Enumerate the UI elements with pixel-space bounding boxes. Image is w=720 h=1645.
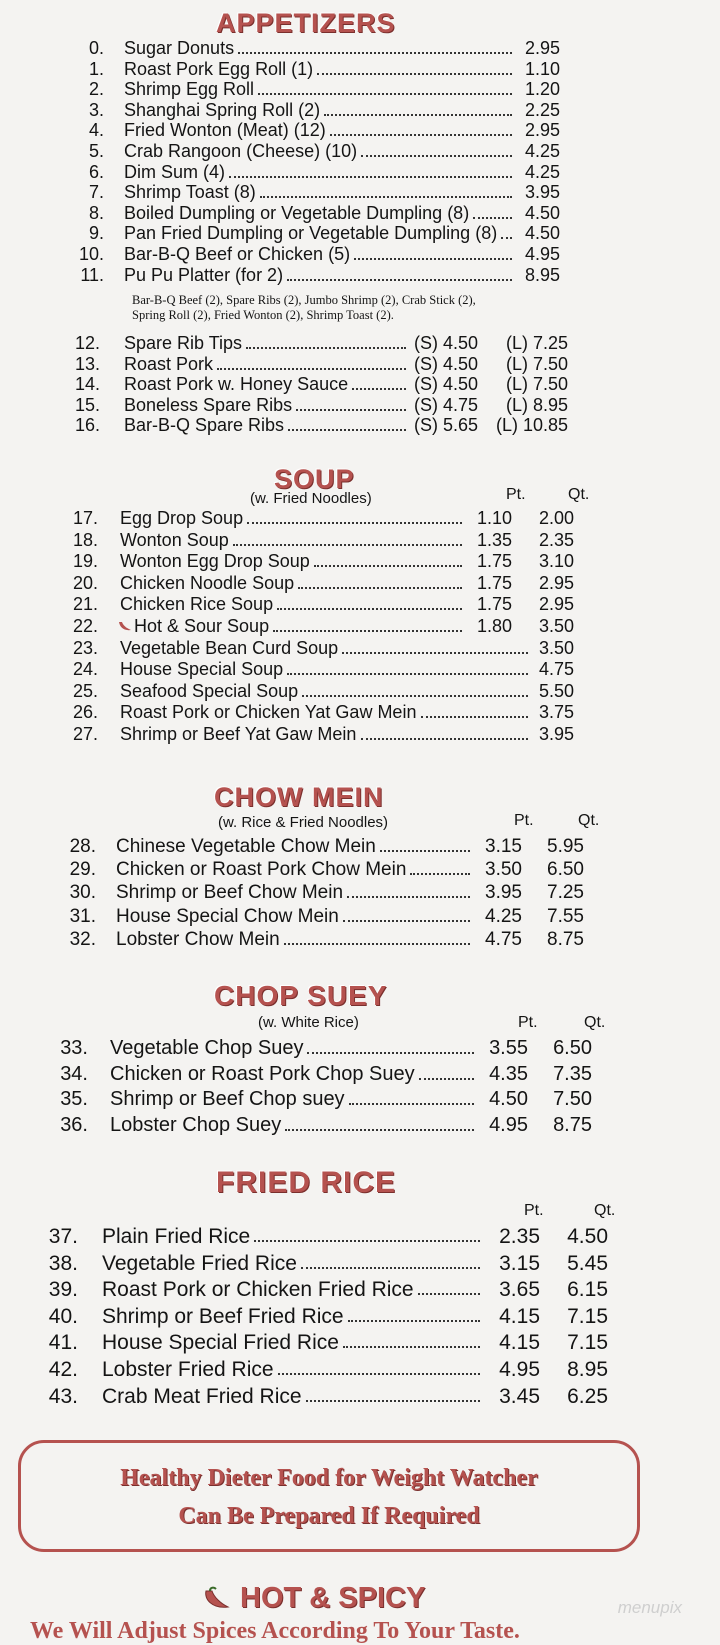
item-price-small: 1.75: [476, 551, 512, 572]
adjust-spices-note: We Will Adjust Spices According To Your Taste.: [30, 1618, 520, 1644]
hot-spicy-title: HOT & SPICY: [240, 1582, 426, 1614]
menu-item-row: [0, 203, 720, 224]
dieter-notice-box: [18, 1440, 640, 1552]
item-price-small: 4.50: [489, 1088, 528, 1110]
menu-item-row: [0, 38, 720, 59]
item-price-small: 4.50: [524, 223, 560, 244]
menu-item-row: [0, 333, 720, 354]
item-price-small: 2.95: [524, 120, 560, 141]
item-number: 37.: [48, 1225, 78, 1248]
menu-item-row: [0, 594, 720, 615]
item-number: 1.: [88, 58, 104, 79]
item-price-large: 7.25: [547, 882, 584, 904]
item-price-large: 6.50: [547, 859, 584, 881]
item-price-large: 7.50: [553, 1088, 592, 1110]
item-number: 43.: [48, 1384, 78, 1408]
item-number: 41.: [48, 1331, 78, 1355]
item-name: Wonton Soup: [120, 529, 229, 550]
chop-suey-pt-header: Pt.: [518, 1014, 538, 1031]
menu-item-row: [0, 374, 720, 395]
item-price-large: 4.50: [567, 1225, 608, 1248]
item-price-small: 3.45: [499, 1384, 540, 1408]
item-price-small: 1.35: [476, 529, 512, 550]
item-price-small: (S) 4.50: [413, 353, 478, 374]
item-price-small: 2.25: [524, 99, 560, 120]
item-name: Boiled Dumpling or Vegetable Dumpling (8): [124, 202, 470, 223]
item-price-large: 6.25: [567, 1384, 608, 1408]
item-name: Vegetable Chop Suey: [110, 1037, 304, 1059]
fried-rice-title: FRIED RICE: [216, 1166, 397, 1199]
item-price-small: 4.95: [489, 1113, 528, 1136]
item-name: Vegetable Fried Rice: [102, 1251, 297, 1275]
menu-item-row: [0, 1306, 720, 1327]
item-name: Shrimp or Beef Fried Rice: [102, 1304, 344, 1328]
dieter-notice-line-2: Can Be Prepared If Required: [178, 1503, 480, 1529]
item-price-large: 5.50: [538, 680, 574, 701]
item-number: 12.: [74, 333, 100, 353]
item-name: Egg Drop Soup: [120, 508, 244, 528]
item-price-large: 7.55: [547, 905, 584, 927]
item-price-small: 3.65: [499, 1278, 540, 1302]
menu-item-row: [0, 659, 720, 680]
chow-mein-qt-header: Qt.: [578, 812, 600, 829]
item-number: 4.: [88, 120, 104, 141]
item-number: 5.: [88, 141, 104, 161]
item-name: Pan Fried Dumpling or Vegetable Dumpling (8): [124, 223, 498, 244]
item-number: 23.: [72, 637, 98, 658]
item-number: 13.: [74, 353, 100, 374]
item-name: Shrimp or Beef Chow Mein: [116, 882, 344, 904]
item-price-large: 3.50: [538, 616, 574, 636]
item-price-small: 1.75: [476, 572, 512, 593]
item-price-small: 3.15: [499, 1251, 540, 1275]
chow-mein-title: CHOW MEIN: [214, 782, 384, 812]
item-number: 28.: [69, 836, 96, 857]
menu-item-row: [0, 100, 720, 121]
item-number: 6.: [88, 161, 104, 182]
item-number: 21.: [72, 594, 98, 615]
menu-item-row: [0, 1226, 720, 1247]
item-price-large: 8.75: [553, 1113, 592, 1136]
menu-item-row: [0, 638, 720, 659]
item-price-small: 3.50: [485, 859, 522, 881]
chop-suey-subtitle: (w. White Rice): [258, 1014, 359, 1031]
menu-item-row: [0, 724, 720, 745]
item-price-small: (S) 4.50: [413, 374, 478, 395]
item-name: Shrimp Toast (8): [124, 182, 256, 203]
menu-item-row: [0, 79, 720, 100]
item-number: 26.: [72, 702, 98, 723]
item-name: Plain Fried Rice: [102, 1225, 251, 1248]
item-name: Lobster Fried Rice: [102, 1358, 274, 1381]
item-price-small: 4.75: [485, 928, 522, 950]
item-price-large: 3.50: [538, 637, 574, 658]
item-number: 9.: [88, 223, 104, 244]
item-name: Chicken Rice Soup: [120, 594, 274, 615]
item-number: 0.: [88, 38, 104, 58]
item-name: Crab Rangoon (Cheese) (10): [124, 141, 358, 161]
item-price-large: (L) 7.50: [505, 353, 568, 374]
item-price-small: (S) 4.50: [413, 333, 478, 353]
item-number: 10.: [78, 244, 104, 264]
watermark: menupix: [617, 1598, 682, 1617]
item-name: Boneless Spare Ribs: [124, 394, 293, 415]
item-price-small: 4.25: [524, 161, 560, 182]
item-price-small: 4.15: [499, 1304, 540, 1328]
item-name: Bar-B-Q Beef or Chicken (5): [124, 244, 351, 264]
item-price-small: 3.55: [489, 1037, 528, 1059]
menu-item-row: [0, 1089, 720, 1110]
item-name: Dim Sum (4): [124, 161, 226, 182]
item-price-small: 8.95: [524, 264, 560, 285]
menu-item-row: [0, 395, 720, 416]
menu-item-row: [0, 415, 720, 436]
menu-item-row: [0, 120, 720, 141]
item-name: House Special Chow Mein: [116, 905, 339, 927]
menu-item-row: [0, 1064, 720, 1085]
item-price-small: 4.25: [524, 141, 560, 161]
menu-item-row: [0, 182, 720, 203]
item-name: Shanghai Spring Roll (2): [124, 99, 321, 120]
item-number: 2.: [88, 79, 104, 100]
fried-rice-qt-header: Qt.: [594, 1202, 616, 1219]
chili-pepper-icon: [118, 616, 132, 637]
item-price-small: 3.95: [524, 182, 560, 203]
menu-item-row: [0, 354, 720, 375]
item-price-large: 7.35: [553, 1062, 592, 1085]
soup-title: SOUP: [274, 464, 355, 494]
item-number: 17.: [72, 508, 98, 528]
item-price-large: 2.00: [538, 508, 574, 528]
menu-item-row: [0, 162, 720, 183]
dieter-notice-line-1: Healthy Dieter Food for Weight Watcher: [120, 1465, 538, 1491]
item-number: 31.: [69, 905, 96, 927]
appetizers-title: APPETIZERS: [216, 8, 396, 38]
item-number: 20.: [72, 572, 98, 593]
item-price-small: 1.10: [524, 58, 560, 79]
chop-suey-qt-header: Qt.: [584, 1014, 606, 1031]
menu-item-row: [0, 702, 720, 723]
menu-item-row: [0, 223, 720, 244]
menu-item-row: [0, 1115, 720, 1136]
menu-item-row: [0, 1253, 720, 1274]
soup-qt-header: Qt.: [568, 486, 590, 503]
item-name: Chicken or Roast Pork Chow Mein: [116, 859, 407, 881]
menu-item-row: [0, 1332, 720, 1353]
item-number: 18.: [72, 529, 98, 550]
item-price-large: 7.15: [567, 1304, 608, 1328]
platter-note-line-2: Spring Roll (2), Fried Wonton (2), Shrimp Toast (2).: [132, 308, 394, 322]
item-number: 35.: [60, 1088, 88, 1110]
menu-item-row: [0, 551, 720, 572]
item-number: 34.: [60, 1062, 88, 1085]
item-price-small: 4.25: [485, 905, 522, 927]
item-number: 33.: [60, 1037, 88, 1059]
item-number: 3.: [88, 99, 104, 120]
item-name: Chicken Noodle Soup: [120, 572, 295, 593]
item-name: Hot & Sour Soup: [134, 616, 270, 636]
chow-mein-pt-header: Pt.: [514, 812, 534, 829]
item-number: 7.: [88, 182, 104, 203]
item-price-large: 2.35: [538, 529, 574, 550]
fried-rice-pt-header: Pt.: [524, 1202, 544, 1219]
item-price-small: 4.15: [499, 1331, 540, 1355]
item-price-small: 2.35: [499, 1225, 540, 1248]
menu-item-row: [0, 882, 720, 903]
item-name: Lobster Chop Suey: [110, 1113, 282, 1136]
menu-item-row: [0, 681, 720, 702]
item-number: 38.: [48, 1251, 78, 1275]
item-price-large: (L) 10.85: [495, 415, 568, 436]
item-number: 24.: [72, 659, 98, 680]
item-price-small: 1.75: [476, 594, 512, 615]
item-name: Shrimp or Beef Yat Gaw Mein: [120, 724, 357, 744]
item-number: 40.: [48, 1304, 78, 1328]
item-price-large: 2.95: [538, 572, 574, 593]
item-number: 29.: [69, 859, 96, 881]
item-price-large: 7.15: [567, 1331, 608, 1355]
item-number: 42.: [48, 1358, 78, 1381]
item-name: Chinese Vegetable Chow Mein: [116, 836, 376, 857]
menu-item-row: [0, 141, 720, 162]
menu-item-row: [0, 929, 720, 950]
item-price-large: 5.95: [547, 836, 584, 857]
item-name: Roast Pork: [124, 353, 214, 374]
item-price-small: 3.95: [485, 882, 522, 904]
item-number: 25.: [72, 680, 98, 701]
item-price-small: (S) 5.65: [413, 415, 478, 436]
item-price-large: 8.75: [547, 928, 584, 950]
item-price-large: 4.75: [538, 659, 574, 680]
item-price-small: 2.95: [524, 38, 560, 58]
item-price-large: 6.15: [567, 1278, 608, 1302]
item-price-large: 5.45: [567, 1251, 608, 1275]
item-number: 22.: [72, 616, 98, 636]
item-number: 8.: [88, 202, 104, 223]
menu-item-row: [0, 573, 720, 594]
item-name: House Special Soup: [120, 659, 284, 680]
item-name: Fried Wonton (Meat) (12): [124, 120, 326, 141]
item-price-large: 2.95: [538, 594, 574, 615]
item-number: 27.: [72, 724, 98, 744]
item-name: House Special Fried Rice: [102, 1331, 339, 1355]
item-price-small: 4.95: [524, 244, 560, 264]
item-price-large: (L) 7.25: [505, 333, 568, 353]
item-name: Roast Pork or Chicken Fried Rice: [102, 1278, 414, 1302]
menu-item-row: [0, 244, 720, 265]
menu-item-row: [0, 836, 720, 857]
item-price-small: 1.20: [524, 79, 560, 100]
item-price-small: 1.80: [476, 616, 512, 636]
item-name: Vegetable Bean Curd Soup: [120, 637, 339, 658]
item-number: 19.: [72, 551, 98, 572]
menu-item-row: [0, 59, 720, 80]
item-name: Lobster Chow Mein: [116, 928, 280, 950]
item-number: 39.: [48, 1278, 78, 1302]
item-name: Chicken or Roast Pork Chop Suey: [110, 1062, 415, 1085]
item-name: Crab Meat Fried Rice: [102, 1384, 302, 1408]
menu-item-row: [0, 1386, 720, 1407]
item-number: 15.: [74, 394, 100, 415]
menu-item-row: [0, 265, 720, 286]
item-number: 16.: [74, 415, 100, 436]
item-name: Wonton Egg Drop Soup: [120, 551, 310, 572]
item-price-large: 3.75: [538, 702, 574, 723]
item-price-large: 3.10: [538, 551, 574, 572]
item-number: 36.: [60, 1113, 88, 1136]
item-price-small: 4.95: [499, 1358, 540, 1381]
item-price-small: 1.10: [476, 508, 512, 528]
chop-suey-title: CHOP SUEY: [214, 980, 388, 1011]
item-price-large: 3.95: [538, 724, 574, 744]
item-name: Shrimp or Beef Chop suey: [110, 1088, 345, 1110]
item-name: Roast Pork or Chicken Yat Gaw Mein: [120, 702, 417, 723]
menu-item-row: [0, 906, 720, 927]
item-number: 11.: [80, 264, 104, 285]
item-price-small: 3.15: [485, 836, 522, 857]
platter-note-line-1: Bar-B-Q Beef (2), Spare Ribs (2), Jumbo Shrimp (2), Crab Stick (2),: [132, 293, 476, 307]
menu-item-row: [0, 508, 720, 529]
item-name: Seafood Special Soup: [120, 680, 299, 701]
menu-item-row: [0, 1359, 720, 1380]
item-number: 30.: [69, 882, 96, 904]
item-price-small: (S) 4.75: [413, 394, 478, 415]
item-number: 14.: [74, 374, 100, 395]
item-price-large: 6.50: [553, 1037, 592, 1059]
menu-item-row: [0, 1038, 720, 1059]
chili-pepper-icon: [200, 1585, 236, 1611]
item-number: 32.: [69, 928, 96, 950]
item-name: Roast Pork Egg Roll (1): [124, 58, 314, 79]
item-price-small: 4.35: [489, 1062, 528, 1085]
menu-item-row: [0, 530, 720, 551]
item-price-large: (L) 8.95: [505, 394, 568, 415]
item-price-large: 8.95: [567, 1358, 608, 1381]
item-price-large: (L) 7.50: [505, 374, 568, 395]
item-name: Spare Rib Tips: [124, 333, 243, 353]
menu-item-row: [0, 859, 720, 880]
soup-subtitle: (w. Fried Noodles): [250, 490, 372, 507]
item-name: Roast Pork w. Honey Sauce: [124, 374, 349, 395]
menu-item-row: [0, 1279, 720, 1300]
item-name: Sugar Donuts: [124, 38, 235, 58]
menu-item-row: [0, 616, 720, 637]
item-name: Shrimp Egg Roll: [124, 79, 255, 100]
soup-pt-header: Pt.: [506, 486, 526, 503]
chow-mein-subtitle: (w. Rice & Fried Noodles): [218, 814, 389, 831]
item-name: Pu Pu Platter (for 2): [124, 264, 284, 285]
item-price-small: 4.50: [524, 202, 560, 223]
item-name: Bar-B-Q Spare Ribs: [124, 415, 285, 436]
